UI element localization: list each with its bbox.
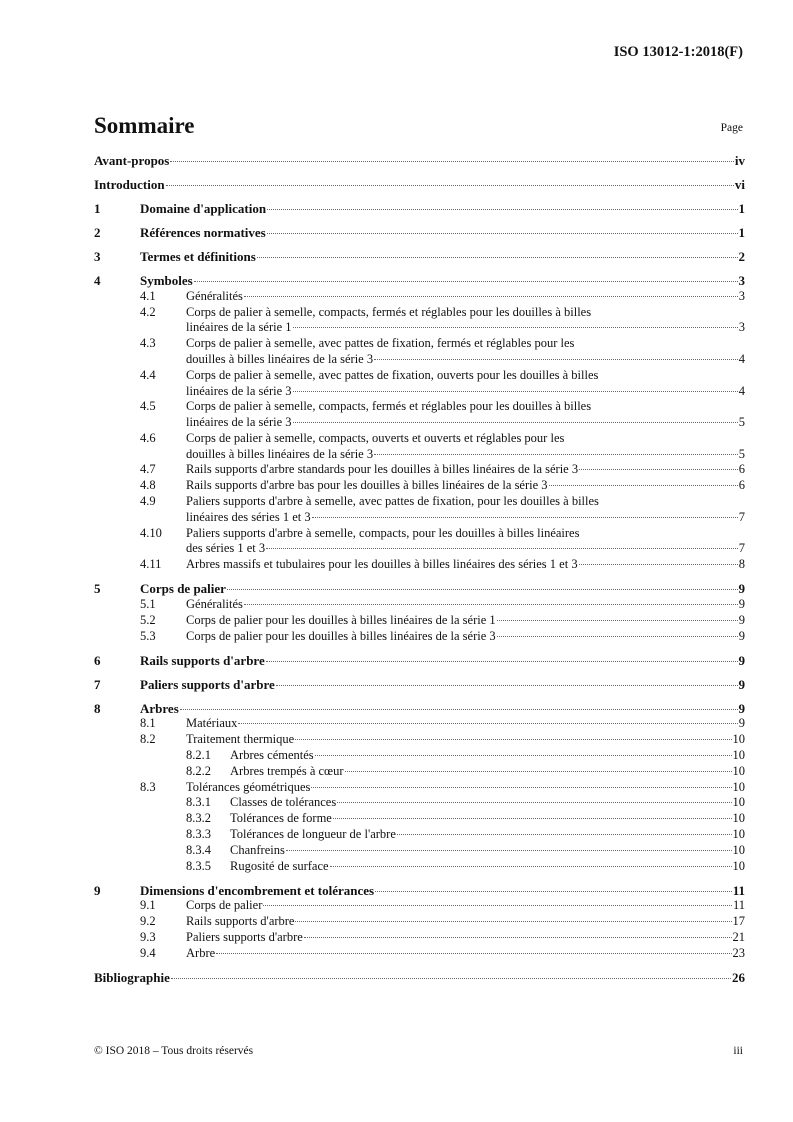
section-number: 4.6 — [140, 430, 156, 445]
toc-entry[interactable] — [94, 526, 745, 558]
toc-entry[interactable] — [94, 653, 745, 669]
footer-page-number: iii — [733, 1045, 743, 1057]
section-number: 6 — [94, 652, 101, 668]
section-title[interactable]: Classes de tolérances — [230, 795, 337, 810]
toc-entry[interactable] — [94, 898, 745, 914]
leader-dots — [216, 953, 731, 954]
toc-row[interactable] — [94, 478, 745, 494]
toc-row[interactable] — [94, 399, 745, 415]
toc-row[interactable] — [94, 653, 745, 669]
section-title[interactable]: Arbres trempés à cœur — [230, 763, 344, 778]
section-number: 8.3.4 — [186, 842, 211, 857]
toc-row[interactable] — [94, 946, 745, 962]
toc-row[interactable] — [94, 494, 745, 510]
toc-row[interactable] — [94, 613, 745, 629]
page-number[interactable]: 1 — [738, 200, 745, 216]
section-number: 4.4 — [140, 367, 156, 382]
page-number[interactable]: 5 — [738, 446, 745, 461]
page-number[interactable]: 4 — [738, 383, 745, 398]
section-number: 8.3.1 — [186, 795, 211, 810]
section-title-continuation[interactable]: douilles à billes linéaires de la série 3 — [186, 351, 374, 366]
page-number[interactable]: iv — [734, 153, 745, 168]
toc-row[interactable] — [94, 431, 745, 447]
section-number: 4.9 — [140, 494, 156, 509]
toc-row[interactable] — [94, 526, 745, 542]
toc-entry[interactable] — [94, 914, 745, 930]
toc-row[interactable] — [94, 732, 745, 748]
toc-row-continuation[interactable] — [94, 510, 745, 526]
page-number[interactable]: 9 — [738, 676, 745, 692]
toc-entry[interactable] — [94, 289, 745, 305]
toc-row[interactable] — [94, 701, 745, 717]
toc-row[interactable] — [94, 273, 745, 289]
page-number[interactable]: 9 — [738, 612, 745, 627]
section-number: 8.2.2 — [186, 763, 211, 778]
page-number[interactable]: 8 — [738, 557, 745, 572]
leader-dots — [286, 850, 732, 851]
section-title[interactable]: Paliers supports d'arbre — [186, 929, 303, 944]
page-number[interactable]: 3 — [738, 288, 745, 303]
page-number[interactable]: 10 — [732, 826, 745, 841]
section-title[interactable]: Corps de palier à semelle, avec pattes de fixation, ouverts pour les douilles à billes — [186, 367, 599, 382]
section-title[interactable]: Références normatives — [140, 224, 266, 240]
leader-dots — [170, 161, 734, 162]
section-title[interactable]: Chanfreins — [230, 842, 285, 857]
toc-entry[interactable] — [94, 701, 745, 717]
leader-dots — [304, 937, 732, 938]
leader-dots — [257, 257, 738, 258]
toc-entry[interactable] — [94, 153, 745, 169]
leader-dots — [295, 921, 731, 922]
leader-dots — [374, 454, 738, 455]
page-number[interactable]: 10 — [732, 858, 745, 873]
page-number[interactable]: 9 — [738, 652, 745, 668]
leader-dots — [333, 818, 732, 819]
section-title[interactable]: Paliers supports d'arbre — [140, 676, 275, 692]
page-number[interactable]: 10 — [732, 747, 745, 762]
toc-entry[interactable] — [94, 795, 745, 811]
toc-entry[interactable] — [94, 581, 745, 597]
section-title-continuation[interactable]: linéaires de la série 3 — [186, 383, 292, 398]
section-title[interactable]: Généralités — [186, 597, 243, 612]
section-number: 4.2 — [140, 304, 156, 319]
section-number: 9.1 — [140, 898, 156, 913]
section-title[interactable]: Symboles — [140, 272, 193, 288]
page-number[interactable]: 11 — [732, 882, 745, 898]
toc-row-continuation[interactable] — [94, 384, 745, 400]
leader-dots — [375, 891, 732, 892]
section-title[interactable]: Traitement thermique — [186, 732, 295, 747]
toc-row[interactable] — [94, 177, 745, 193]
toc-entry[interactable] — [94, 764, 745, 780]
section-title[interactable]: Arbres massifs et tubulaires pour les douilles à billes linéaires des séries 1 et 3 — [186, 557, 578, 572]
page-title: Sommaire — [94, 113, 195, 138]
page-number[interactable]: 2 — [738, 248, 745, 264]
toc-entry[interactable] — [94, 629, 745, 645]
toc-row[interactable] — [94, 827, 745, 843]
leader-dots — [311, 787, 731, 788]
section-title[interactable]: Généralités — [186, 288, 243, 303]
section-title[interactable]: Dimensions d'encombrement et tolérances — [140, 882, 375, 898]
toc-row[interactable] — [94, 597, 745, 613]
section-title[interactable]: Bibliographie — [94, 969, 170, 985]
toc-row-continuation[interactable] — [94, 320, 745, 336]
page-number[interactable]: 10 — [732, 779, 745, 794]
leader-dots — [345, 771, 732, 772]
leader-dots — [238, 723, 737, 724]
page-number[interactable]: 10 — [732, 811, 745, 826]
leader-dots — [244, 296, 738, 297]
section-number: 8.3.5 — [186, 858, 211, 873]
toc-entry[interactable] — [94, 827, 745, 843]
toc-row[interactable] — [94, 970, 745, 986]
page-column-label: Page — [720, 122, 743, 134]
page-number[interactable]: 6 — [738, 462, 745, 477]
page-number[interactable]: 7 — [738, 541, 745, 556]
toc-row[interactable] — [94, 677, 745, 693]
section-number: 8.3.3 — [186, 826, 211, 841]
leader-dots — [166, 185, 734, 186]
toc-entry[interactable] — [94, 946, 745, 962]
toc-entry[interactable] — [94, 399, 745, 431]
toc-row[interactable] — [94, 249, 745, 265]
toc-row[interactable] — [94, 368, 745, 384]
document-id-header: ISO 13012-1:2018(F) — [613, 44, 743, 60]
section-title[interactable]: Corps de palier — [186, 898, 263, 913]
leader-dots — [293, 422, 738, 423]
section-title-continuation[interactable]: des séries 1 et 3 — [186, 541, 266, 556]
section-title[interactable]: Arbres cémentés — [230, 747, 314, 762]
page-number[interactable]: vi — [734, 176, 745, 192]
section-number: 4.3 — [140, 336, 156, 351]
toc-entry[interactable] — [94, 273, 745, 289]
section-title[interactable]: Arbres — [140, 700, 179, 716]
page-number[interactable]: 23 — [732, 945, 745, 960]
section-number: 3 — [94, 248, 101, 264]
leader-dots — [266, 548, 738, 549]
toc-entry[interactable] — [94, 478, 745, 494]
toc-entry[interactable] — [94, 748, 745, 764]
leader-dots — [374, 359, 738, 360]
section-title[interactable]: Arbre — [186, 945, 216, 960]
section-number: 4 — [94, 272, 101, 288]
section-title-continuation[interactable]: linéaires de la série 1 — [186, 320, 292, 335]
table-of-contents — [94, 153, 745, 986]
leader-dots — [295, 739, 731, 740]
toc-entry[interactable] — [94, 336, 745, 368]
section-number: 1 — [94, 200, 101, 216]
page-number[interactable]: 10 — [732, 842, 745, 857]
toc-entry[interactable] — [94, 930, 745, 946]
toc-entry[interactable] — [94, 811, 745, 827]
toc-entry[interactable] — [94, 597, 745, 613]
leader-dots — [315, 755, 732, 756]
section-title[interactable]: Paliers supports d'arbre à semelle, avec pattes de fixation, pour les douilles à billes — [186, 494, 599, 509]
page-number[interactable]: 10 — [732, 732, 745, 747]
section-title-continuation[interactable]: linéaires des séries 1 et 3 — [186, 509, 311, 524]
toc-row[interactable] — [94, 581, 745, 597]
toc-entry[interactable] — [94, 716, 745, 732]
toc-entry[interactable] — [94, 494, 745, 526]
section-number: 4.11 — [140, 557, 162, 572]
section-number: 4.8 — [140, 478, 156, 493]
toc-row-continuation[interactable] — [94, 352, 745, 368]
toc-row[interactable] — [94, 883, 745, 899]
section-number: 5 — [94, 581, 101, 597]
page-number[interactable]: 17 — [732, 914, 745, 929]
toc-row[interactable] — [94, 305, 745, 321]
toc-row[interactable] — [94, 795, 745, 811]
toc-entry[interactable] — [94, 732, 745, 748]
leader-dots — [194, 281, 738, 282]
leader-dots — [337, 802, 731, 803]
section-title[interactable]: Matériaux — [186, 716, 238, 731]
toc-row[interactable] — [94, 201, 745, 217]
page-number[interactable]: 11 — [732, 898, 745, 913]
leader-dots — [579, 564, 738, 565]
section-title[interactable]: Rugosité de surface — [230, 858, 329, 873]
toc-row[interactable] — [94, 225, 745, 241]
section-number: 5.3 — [140, 628, 156, 643]
section-title[interactable]: Corps de palier — [140, 581, 226, 597]
section-title[interactable]: Paliers supports d'arbre à semelle, compacts, pour les douilles à billes linéaires — [186, 525, 580, 540]
leader-dots — [330, 866, 732, 867]
toc-entry[interactable] — [94, 780, 745, 796]
leader-dots — [579, 469, 738, 470]
section-title[interactable]: Corps de palier à semelle, compacts, fermés et réglables pour les douilles à billes — [186, 304, 592, 319]
footer-copyright: © ISO 2018 – Tous droits réservés — [94, 1045, 254, 1057]
section-number: 4.5 — [140, 399, 156, 414]
page-number[interactable]: 10 — [732, 763, 745, 778]
toc-entry[interactable] — [94, 462, 745, 478]
page-number[interactable]: 3 — [738, 320, 745, 335]
section-title[interactable]: Domaine d'application — [140, 200, 267, 216]
toc-entry[interactable] — [94, 431, 745, 463]
toc-entry[interactable] — [94, 677, 745, 693]
section-number: 8.2.1 — [186, 747, 211, 762]
toc-row[interactable] — [94, 898, 745, 914]
section-number: 2 — [94, 224, 101, 240]
toc-entry[interactable] — [94, 557, 745, 573]
toc-row[interactable] — [94, 764, 745, 780]
leader-dots — [266, 661, 738, 662]
section-number: 8.3 — [140, 779, 156, 794]
section-number: 8.3.2 — [186, 811, 211, 826]
section-title[interactable]: Tolérances de longueur de l'arbre — [230, 826, 396, 841]
leader-dots — [497, 636, 738, 637]
page-number[interactable]: 9 — [738, 597, 745, 612]
toc-row-continuation[interactable] — [94, 447, 745, 463]
page-number[interactable]: 5 — [738, 415, 745, 430]
toc-row[interactable] — [94, 629, 745, 645]
section-title-continuation[interactable]: linéaires de la série 3 — [186, 415, 292, 430]
leader-dots — [497, 620, 738, 621]
leader-dots — [244, 604, 738, 605]
section-title[interactable]: Corps de palier à semelle, compacts, fermés et réglables pour les douilles à billes — [186, 399, 592, 414]
toc-row-continuation[interactable] — [94, 415, 745, 431]
toc-row[interactable] — [94, 843, 745, 859]
toc-row[interactable] — [94, 780, 745, 796]
section-title[interactable]: Rails supports d'arbre — [140, 652, 265, 668]
leader-dots — [267, 233, 738, 234]
toc-entry[interactable] — [94, 201, 745, 217]
section-title[interactable]: Rails supports d'arbre — [186, 914, 295, 929]
section-title[interactable]: Tolérances géométriques — [186, 779, 311, 794]
section-title[interactable]: Corps de palier à semelle, avec pattes de fixation, fermés et réglables pour les — [186, 336, 575, 351]
section-number: 9.4 — [140, 945, 156, 960]
section-title[interactable]: Corps de palier pour les douilles à billes linéaires de la série 1 — [186, 612, 496, 627]
leader-dots — [180, 709, 738, 710]
page-number[interactable]: 4 — [738, 351, 745, 366]
leader-dots — [276, 685, 738, 686]
toc-entry[interactable] — [94, 859, 745, 875]
section-title[interactable]: Rails supports d'arbre bas pour les douilles à billes linéaires de la série 3 — [186, 478, 548, 493]
toc-row[interactable] — [94, 859, 745, 875]
section-title[interactable]: Rails supports d'arbre standards pour les douilles à billes linéaires de la série 3 — [186, 462, 579, 477]
leader-dots — [293, 327, 738, 328]
section-title[interactable]: Termes et définitions — [140, 248, 256, 264]
toc-row[interactable] — [94, 557, 745, 573]
page-number[interactable]: 7 — [738, 509, 745, 524]
section-number: 8 — [94, 700, 101, 716]
section-number: 4.7 — [140, 462, 156, 477]
leader-dots — [267, 209, 737, 210]
section-number: 8.2 — [140, 732, 156, 747]
section-number: 5.2 — [140, 612, 156, 627]
toc-entry[interactable] — [94, 225, 745, 241]
leader-dots — [227, 589, 738, 590]
toc-row[interactable] — [94, 289, 745, 305]
section-number: 4.1 — [140, 288, 156, 303]
section-title[interactable]: Corps de palier pour les douilles à billes linéaires de la série 3 — [186, 628, 496, 643]
leader-dots — [293, 391, 738, 392]
toc-row[interactable] — [94, 462, 745, 478]
toc-row[interactable] — [94, 336, 745, 352]
toc-row[interactable] — [94, 914, 745, 930]
page-number[interactable]: 21 — [732, 929, 745, 944]
page-number[interactable]: 10 — [732, 795, 745, 810]
section-title[interactable]: Corps de palier à semelle, compacts, ouverts et ouverts et réglables pour les — [186, 430, 565, 445]
page-number[interactable]: 26 — [732, 969, 745, 985]
section-number: 5.1 — [140, 597, 156, 612]
section-title[interactable]: Avant-propos — [94, 153, 170, 168]
toc-entry[interactable] — [94, 883, 745, 899]
toc-row[interactable] — [94, 153, 745, 169]
leader-dots — [549, 485, 738, 486]
toc-row[interactable] — [94, 930, 745, 946]
leader-dots — [397, 834, 732, 835]
leader-dots — [263, 905, 732, 906]
page-number[interactable]: 1 — [738, 224, 745, 240]
section-number: 9 — [94, 882, 101, 898]
leader-dots — [171, 978, 731, 979]
section-title[interactable]: Introduction — [94, 176, 165, 192]
section-number: 8.1 — [140, 716, 156, 731]
toc-entry[interactable] — [94, 970, 745, 986]
toc-row[interactable] — [94, 748, 745, 764]
section-title[interactable]: Tolérances de forme — [230, 811, 332, 826]
section-number: 4.10 — [140, 525, 162, 540]
section-number: 9.2 — [140, 914, 156, 929]
toc-row[interactable] — [94, 716, 745, 732]
toc-entry[interactable] — [94, 613, 745, 629]
page-number[interactable]: 3 — [738, 272, 745, 288]
section-number: 7 — [94, 676, 101, 692]
section-number: 9.3 — [140, 929, 156, 944]
section-title-continuation[interactable]: douilles à billes linéaires de la série 3 — [186, 446, 374, 461]
toc-row[interactable] — [94, 811, 745, 827]
toc-entry[interactable] — [94, 249, 745, 265]
page-number[interactable]: 9 — [738, 716, 745, 731]
page-number[interactable]: 9 — [738, 628, 745, 643]
page-number[interactable]: 6 — [738, 478, 745, 493]
toc-entry[interactable] — [94, 843, 745, 859]
leader-dots — [312, 517, 738, 518]
toc-row-continuation[interactable] — [94, 541, 745, 557]
toc-entry[interactable] — [94, 177, 745, 193]
page-number[interactable]: 9 — [738, 581, 745, 597]
toc-entry[interactable] — [94, 368, 745, 400]
page-number[interactable]: 9 — [738, 700, 745, 716]
toc-entry[interactable] — [94, 305, 745, 337]
